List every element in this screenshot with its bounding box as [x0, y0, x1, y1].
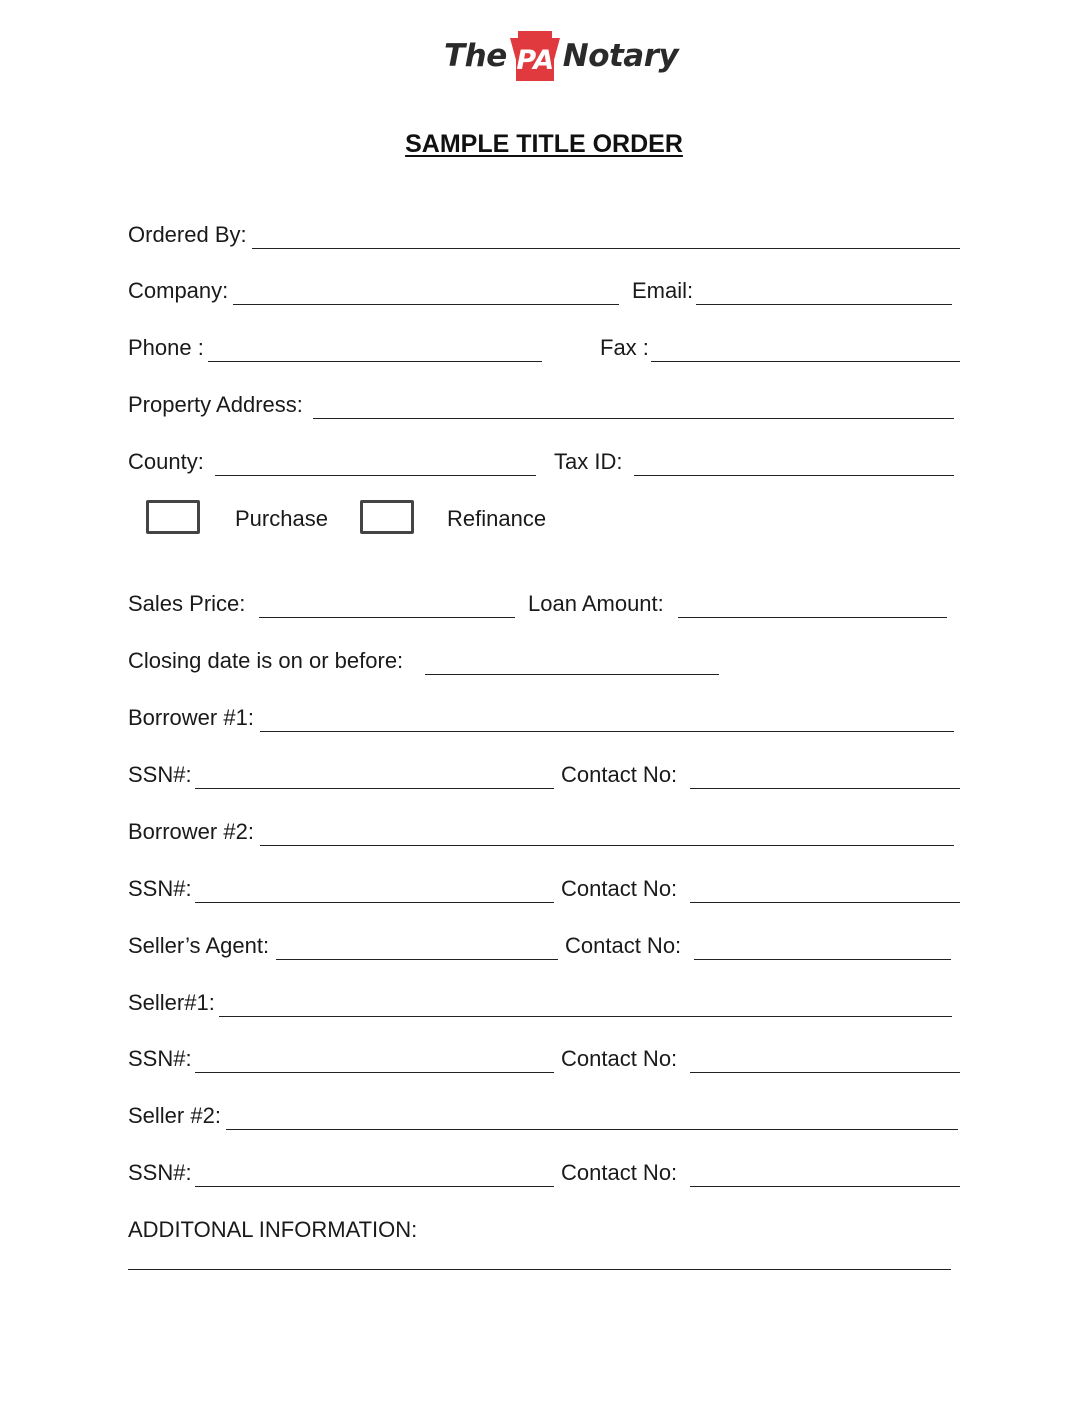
seller2-field[interactable] [226, 1129, 958, 1130]
tax-id-label: Tax ID: [554, 449, 623, 474]
fax-label: Fax : [600, 335, 649, 360]
borrower2-ssn-label: SSN#: [128, 876, 192, 901]
property-address-label: Property Address: [128, 392, 303, 417]
borrower1-label: Borrower #1: [128, 705, 254, 730]
property-address-field[interactable] [313, 418, 954, 419]
sellers-agent-contact-label: Contact No: [565, 933, 682, 958]
logo-text-the: The [444, 38, 507, 74]
additional-info-field[interactable] [128, 1269, 951, 1270]
email-label: Email: [632, 278, 694, 303]
borrower1-contact-field[interactable] [690, 788, 960, 789]
seller2-contact-field[interactable] [690, 1186, 960, 1187]
seller1-contact-label: Contact No: [561, 1046, 678, 1071]
page-title: SAMPLE TITLE ORDER [405, 130, 683, 158]
loan-amount-field[interactable] [678, 617, 947, 618]
sales-price-field[interactable] [259, 617, 515, 618]
logo-text-notary: Notary [562, 38, 679, 74]
seller1-label: Seller#1: [128, 990, 215, 1015]
phone-label: Phone : [128, 335, 204, 360]
borrower1-contact-label: Contact No: [561, 762, 678, 787]
borrower2-field[interactable] [260, 845, 954, 846]
seller2-ssn-field[interactable] [195, 1186, 554, 1187]
seller2-label: Seller #2: [128, 1103, 221, 1128]
seller2-ssn-label: SSN#: [128, 1160, 192, 1185]
fax-field[interactable] [651, 361, 960, 362]
loan-amount-label: Loan Amount: [528, 591, 664, 616]
sales-price-label: Sales Price: [128, 591, 246, 616]
sellers-agent-contact-field[interactable] [694, 959, 951, 960]
seller1-ssn-label: SSN#: [128, 1046, 192, 1071]
closing-date-field[interactable] [425, 674, 719, 675]
tax-id-field[interactable] [634, 475, 954, 476]
purchase-checkbox[interactable] [146, 500, 200, 534]
seller1-ssn-field[interactable] [195, 1072, 554, 1073]
seller1-contact-field[interactable] [690, 1072, 960, 1073]
seller2-contact-label: Contact No: [561, 1160, 678, 1185]
sellers-agent-field[interactable] [276, 959, 558, 960]
logo [444, 28, 678, 84]
borrower2-label: Borrower #2: [128, 819, 254, 844]
keystone-icon [508, 29, 562, 83]
refinance-label: Refinance [447, 506, 547, 531]
email-field[interactable] [696, 304, 952, 305]
phone-field[interactable] [208, 361, 542, 362]
county-label: County: [128, 449, 204, 474]
borrower2-ssn-field[interactable] [195, 902, 554, 903]
company-field[interactable] [233, 304, 619, 305]
borrower1-field[interactable] [260, 731, 954, 732]
borrower1-ssn-label: SSN#: [128, 762, 192, 787]
ordered-by-label: Ordered By: [128, 222, 247, 247]
logo-text-pa: PA [516, 45, 554, 76]
refinance-checkbox[interactable] [360, 500, 414, 534]
closing-date-label: Closing date is on or before: [128, 648, 404, 673]
borrower2-contact-field[interactable] [690, 902, 960, 903]
borrower2-contact-label: Contact No: [561, 876, 678, 901]
purchase-label: Purchase [235, 506, 328, 531]
sellers-agent-label: Seller’s Agent: [128, 933, 270, 958]
seller1-field[interactable] [219, 1016, 952, 1017]
company-label: Company: [128, 278, 229, 303]
additional-info-label: ADDITONAL INFORMATION: [128, 1217, 418, 1242]
ordered-by-field[interactable] [252, 248, 960, 249]
county-field[interactable] [215, 475, 536, 476]
borrower1-ssn-field[interactable] [195, 788, 554, 789]
